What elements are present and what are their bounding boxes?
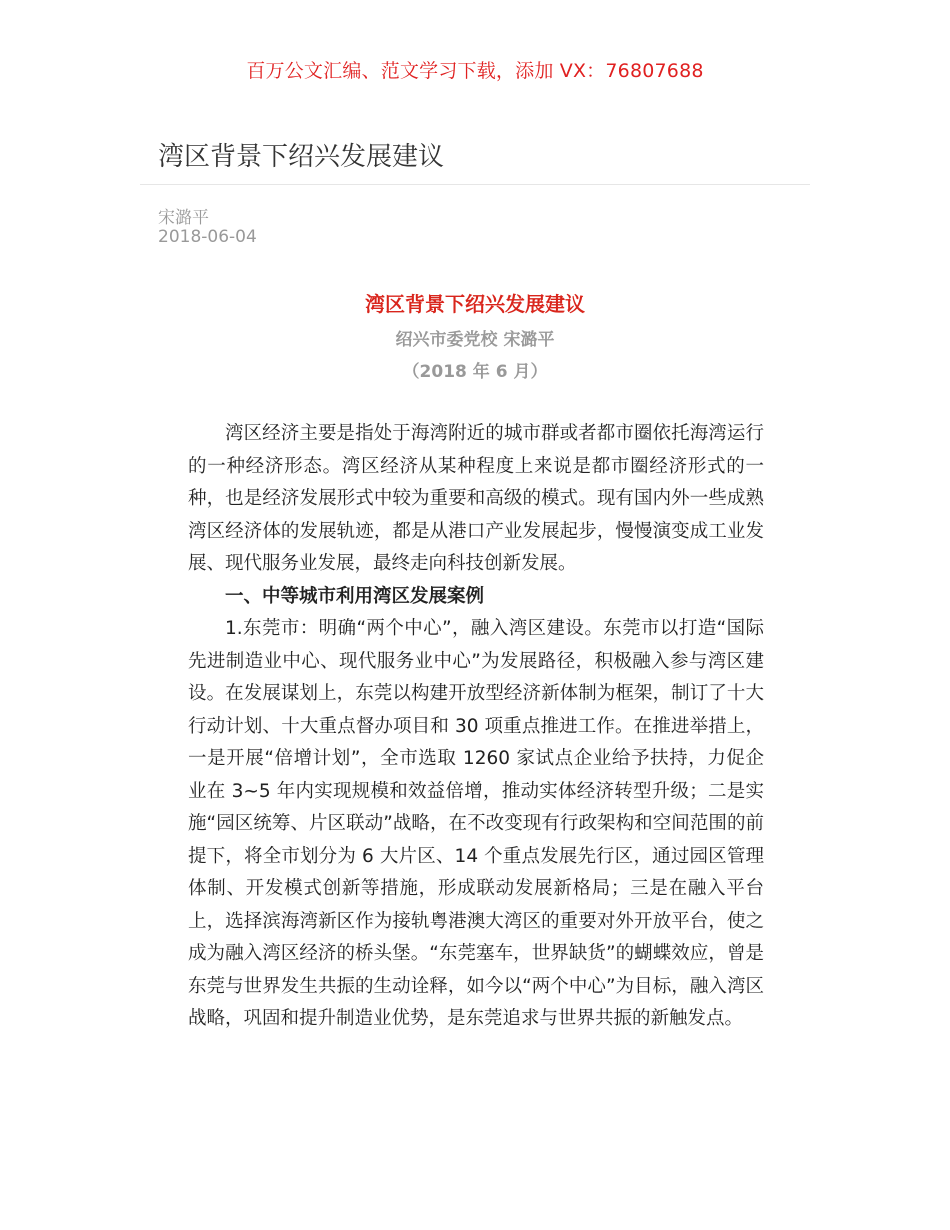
section-heading: 一、中等城市利用湾区发展案例 [225,585,485,607]
paragraph-intro: 湾区经济主要是指处于海湾附近的城市群或者都市圈依托海湾运行的一种经济形态。湾区经济从某种程度上来说是都市圈经济形式的一种，也是经济发展形式中较为重要和高级的模式。现有国内外一些成熟湾区经济体的发展轨迹，都是从港口产业发展起步，慢慢演变成工业发展、现代服务业发展，最终走向科技创新发展。 [188,423,764,574]
promo-banner: 百万公文汇编、范文学习下载，添加 VX：76807688 [246,60,704,82]
article-body [188,418,764,1036]
article-subtitle: 绍兴市委党校 宋潞平 [395,330,555,350]
paragraph-dongguan: 1.东莞市：明确“两个中心”，融入湾区建设。东莞市以打造“国际先进制造业中心、现代服务业中心”为发展路径，积极融入参与湾区建设。在发展谋划上，东莞以构建开放型经济新体制为框架，制订了十大行动计划、十大重点督办项目和 30 项重点推进工作。在推进举措上，一是开展“倍增计划”，全市选取 1260 家试点企业给予扶持，力促企业在 3~5 年内实现规模和效益倍增，推动实体经济转型升级；二是实施“园区统筹、片区联动”战略，在不改变现有行政架构和空间范围的前提下，将全市划分为 6 大片区、14 个重点发展先行区，通过园区管理体制、开发模式创新等措施，形成联动发展新格局；三是在融入平台上，选择滨海湾新区作为接轨粤港澳大湾区的重要对外开放平台，使之成为融入湾区经济的桥头堡。“东莞塞车，世界缺货”的蝴蝶效应，曾是东莞与世界发生共振的生动诠释，如今以“两个中心”为目标，融入湾区战略，巩固和提升制造业优势，是东莞追求与世界共振的新触发点。 [188,618,764,1029]
header-divider [140,184,810,185]
publish-date: 2018-06-04 [158,227,257,247]
article-date: （2018 年 6 月） [402,362,548,382]
author-name: 宋潞平 [158,208,209,228]
article-title: 湾区背景下绍兴发展建议 [365,292,585,316]
page-title: 湾区背景下绍兴发展建议 [158,142,445,172]
